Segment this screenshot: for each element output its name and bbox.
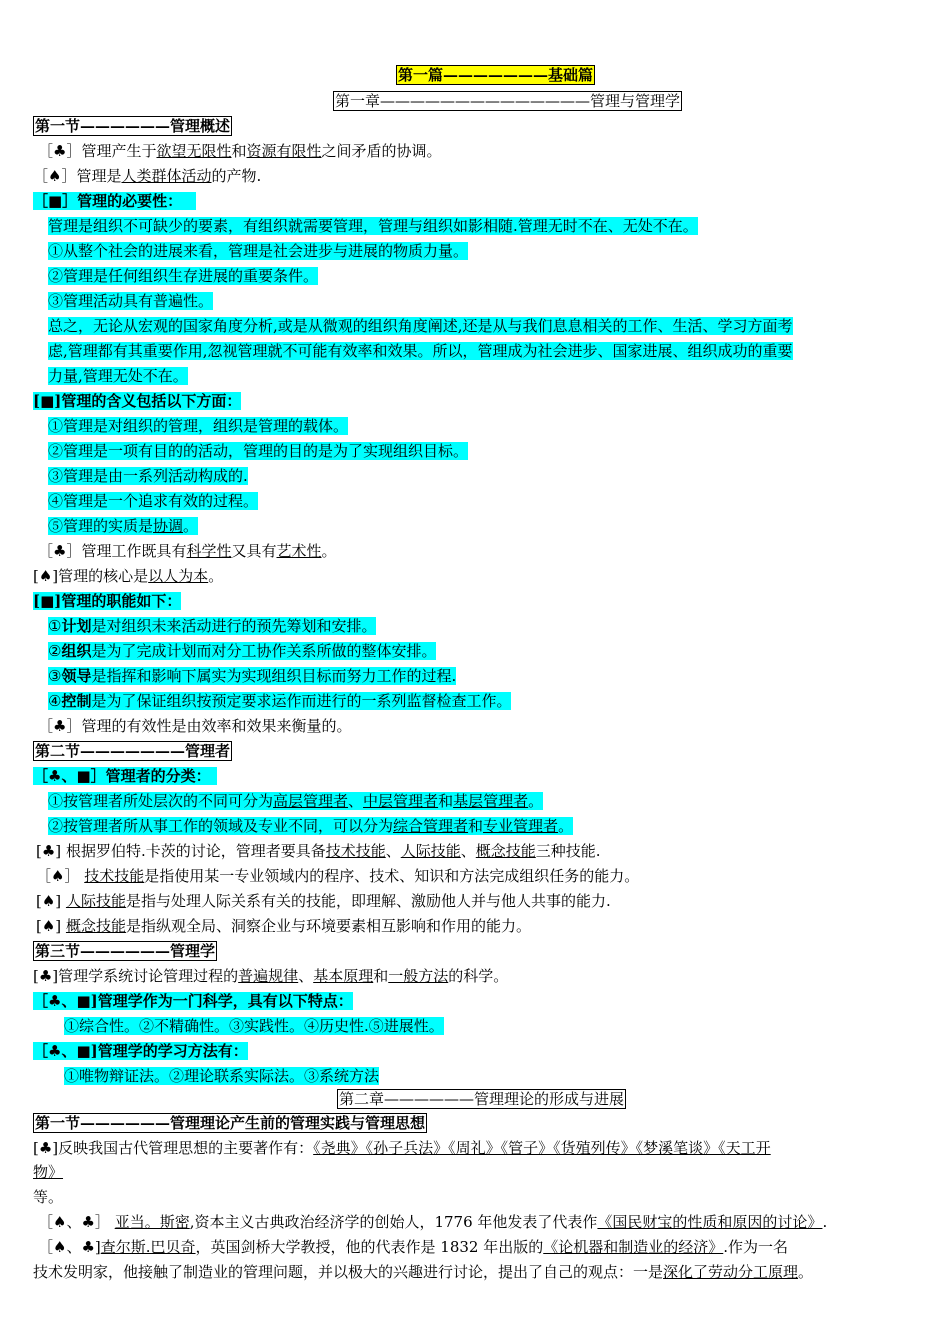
spade-club-tag: ［♠、♣］ bbox=[38, 1213, 110, 1231]
text: 是为了完成计划而对分工协作关系所做的整体安排。 bbox=[91, 642, 437, 660]
underlined-term: 《论机器和制造业的经济》 bbox=[543, 1238, 724, 1256]
text: ①按管理者所处层次的不同可分为 bbox=[48, 792, 274, 810]
key-term: 领导 bbox=[61, 667, 92, 685]
text: 等。 bbox=[33, 1188, 64, 1206]
text-line bbox=[33, 1138, 771, 1158]
text-line bbox=[36, 841, 601, 861]
underlined-term: 概念技能 bbox=[65, 917, 126, 935]
text: 是指使用某一专业领域内的程序、技术、知识和方法完成组织任务的能力。 bbox=[144, 867, 640, 885]
highlight-line bbox=[48, 241, 468, 261]
key-term: 组织 bbox=[61, 642, 92, 660]
text: 管理学系统讨论管理过程的 bbox=[58, 967, 239, 985]
text-line bbox=[33, 1187, 63, 1207]
heading-features bbox=[33, 991, 353, 1011]
heading-text: [■]管理的含义包括以下方面： bbox=[33, 392, 242, 410]
text-line bbox=[36, 916, 531, 936]
number: ④ bbox=[48, 692, 62, 710]
section-title bbox=[33, 941, 217, 961]
part-title bbox=[396, 65, 595, 85]
text: . bbox=[822, 1213, 828, 1231]
heading-text: ［♣、■］管理者的分类： bbox=[33, 767, 217, 785]
text-line bbox=[33, 166, 261, 186]
underlined-term: 亚当。斯密 bbox=[114, 1213, 190, 1231]
highlight-line bbox=[48, 641, 436, 661]
text: 。 bbox=[528, 792, 544, 810]
underlined-term: 欲望无限性 bbox=[156, 142, 232, 160]
text: 和 bbox=[231, 142, 247, 160]
text: ③管理活动具有普遍性。 bbox=[48, 292, 214, 310]
underlined-term: 资源有限性 bbox=[246, 142, 322, 160]
highlight-line bbox=[48, 516, 198, 536]
highlight-line bbox=[48, 491, 258, 511]
highlight-line bbox=[48, 416, 348, 436]
highlight-line bbox=[48, 466, 248, 486]
text: ②按管理者所从事工作的领域及专业不同，可以分为 bbox=[48, 817, 394, 835]
text: 的科学。 bbox=[448, 967, 509, 985]
spade-tag: [♠] bbox=[33, 567, 59, 585]
spade-tag: [♠] bbox=[36, 917, 62, 935]
number: ① bbox=[48, 617, 62, 635]
highlight-line bbox=[48, 616, 376, 636]
club-tag: ［♣］ bbox=[38, 142, 82, 160]
text: 。 bbox=[798, 1263, 814, 1281]
underlined-term: 中层管理者 bbox=[363, 792, 439, 810]
section-title bbox=[33, 741, 232, 761]
highlight-line bbox=[48, 791, 543, 811]
text: 、 bbox=[460, 842, 476, 860]
heading-text: ［♣、■]管理学的学习方法有： bbox=[33, 1042, 248, 1060]
text: ［♣］管理的有效性是由效率和效果来衡量的。 bbox=[38, 717, 352, 735]
text-line bbox=[38, 716, 351, 736]
text-line bbox=[38, 141, 442, 161]
text: 是为了保证组织按预定要求运作而进行的一系列监督检查工作。 bbox=[91, 692, 512, 710]
text: 三种技能. bbox=[535, 842, 601, 860]
text: 虑,管理都有其重要作用,忽视管理就不可能有效率和效果。所以，管理成为社会进步、国家进展、组织成功的重要 bbox=[48, 342, 793, 360]
text: 、 bbox=[298, 967, 314, 985]
text: 根据罗伯特.卡茨的讨论，管理者要具备 bbox=[65, 842, 326, 860]
number: ② bbox=[48, 642, 62, 660]
chapter-title-text: 第二章——————管理理论的形成与进展 bbox=[339, 1090, 625, 1108]
highlight-line bbox=[48, 691, 511, 711]
number: ③ bbox=[48, 667, 62, 685]
underlined-term: 基层管理者 bbox=[453, 792, 529, 810]
heading-meaning bbox=[33, 391, 241, 411]
section-title bbox=[33, 116, 232, 136]
highlight-line bbox=[48, 666, 456, 686]
underlined-term: 《国民财宝的性质和原因的讨论》 bbox=[597, 1213, 823, 1231]
text: ①从整个社会的进展来看，管理是社会进步与进展的物质力量。 bbox=[48, 242, 469, 260]
underlined-term: 人际技能 bbox=[400, 842, 461, 860]
highlight-line bbox=[48, 266, 318, 286]
underlined-term: 协调 bbox=[153, 517, 184, 535]
underlined-term: 人类群体活动 bbox=[121, 167, 212, 185]
text: 和 bbox=[468, 817, 484, 835]
text: ⑤管理的实质是 bbox=[48, 517, 154, 535]
text: 管理是 bbox=[76, 167, 122, 185]
text-line bbox=[33, 1162, 63, 1182]
text: ①综合性。②不精确性。③实践性。④历史性.⑤进展性。 bbox=[64, 1017, 444, 1035]
text: 力量,管理无处不在。 bbox=[48, 367, 188, 385]
highlight-line bbox=[48, 341, 793, 361]
section-title-text: 第一节——————管理理论产生前的管理实践与管理思想 bbox=[35, 1114, 426, 1132]
highlight-line bbox=[48, 316, 793, 336]
chapter-title bbox=[333, 91, 682, 111]
underlined-term: 艺术性 bbox=[276, 542, 322, 560]
text-line bbox=[38, 1212, 827, 1232]
heading-text: ［♣、■]管理学作为一门科学，具有以下特点： bbox=[33, 992, 353, 1010]
text: 。 bbox=[558, 817, 574, 835]
section-title-text: 第三节——————管理学 bbox=[35, 942, 216, 960]
text-line bbox=[36, 866, 639, 886]
text: 之间矛盾的协调。 bbox=[321, 142, 442, 160]
text: 管理工作既具有 bbox=[81, 542, 187, 560]
underlined-term: 查尔斯.巴贝奇 bbox=[100, 1238, 196, 1256]
underlined-term: 综合管理者 bbox=[393, 817, 469, 835]
text: 。 bbox=[321, 542, 337, 560]
heading-methods bbox=[33, 1041, 248, 1061]
text: ④管理是一个追求有效的过程。 bbox=[48, 492, 259, 510]
text: 、 bbox=[348, 792, 364, 810]
club-tag: [♣] bbox=[36, 842, 62, 860]
text: 总之，无论从宏观的国家角度分析,或是从微观的组织角度阐述,还是从与我们息息相关的工作、生活、学习方面考 bbox=[48, 317, 793, 335]
text-line bbox=[38, 1237, 788, 1257]
section-title-text: 第二节———————管理者 bbox=[35, 742, 231, 760]
text: 是对组织未来活动进行的预先筹划和安排。 bbox=[91, 617, 377, 635]
chapter-title-text: 第一章——————————————管理与管理学 bbox=[335, 92, 681, 110]
text-line bbox=[33, 966, 508, 986]
club-tag: ［♣］ bbox=[38, 542, 82, 560]
underlined-term: 技术技能 bbox=[325, 842, 386, 860]
text: 又具有 bbox=[231, 542, 277, 560]
underlined-term: 普遍规律 bbox=[238, 967, 299, 985]
text: ②管理是任何组织生存进展的重要条件。 bbox=[48, 267, 319, 285]
heading-necessity bbox=[33, 191, 196, 211]
underlined-term: 人际技能 bbox=[65, 892, 126, 910]
underlined-term: 技术技能 bbox=[84, 867, 145, 885]
text: 管理是组织不可缺少的要素，有组织就需要管理，管理与组织如影相随.管理无时不在、无处不在。 bbox=[48, 217, 698, 235]
text: 是指挥和影响下属实为实现组织目标而努力工作的过程. bbox=[91, 667, 457, 685]
text: 管理的核心是 bbox=[58, 567, 149, 585]
text: ②管理是一项有目的的活动，管理的目的是为了实现组织目标。 bbox=[48, 442, 469, 460]
book-titles: 《尧典》《孙子兵法》《周礼》《管子》《货殖列传》《梦溪笔谈》《天工开 bbox=[313, 1139, 771, 1157]
underlined-term: 基本原理 bbox=[313, 967, 374, 985]
text: .作为一名 bbox=[723, 1238, 789, 1256]
underlined-term: 概念技能 bbox=[475, 842, 536, 860]
underlined-term: 深化了劳动分工原理 bbox=[663, 1263, 799, 1281]
text: 。 bbox=[208, 567, 224, 585]
section-title bbox=[33, 1113, 427, 1133]
highlight-line bbox=[48, 216, 698, 236]
text: 、 bbox=[385, 842, 401, 860]
text: 和 bbox=[373, 967, 389, 985]
text: 是指纵观全局、洞察企业与环境要素相互影响和作用的能力。 bbox=[125, 917, 531, 935]
text: ①唯物辩证法。②理论联系实际法。③系统方法 bbox=[64, 1067, 380, 1085]
spade-tag: ［♠］ bbox=[33, 167, 77, 185]
underlined-term: 高层管理者 bbox=[273, 792, 349, 810]
heading-manager-types bbox=[33, 766, 217, 786]
text: ，英国剑桥大学教授，他的代表作是 1832 年出版的 bbox=[195, 1238, 544, 1256]
key-term: 控制 bbox=[61, 692, 92, 710]
book-titles: 物》 bbox=[33, 1163, 64, 1181]
key-term: 计划 bbox=[61, 617, 92, 635]
text: ,资本主义古典政治经济学的创始人，1776 年他发表了代表作 bbox=[189, 1213, 598, 1231]
spade-tag: ［♠］ bbox=[36, 867, 80, 885]
text-line bbox=[38, 541, 337, 561]
text: 的产物. bbox=[211, 167, 262, 185]
highlight-line bbox=[48, 441, 468, 461]
spade-tag: [♠] bbox=[36, 892, 62, 910]
text: 是指与处理人际关系有关的技能，即理解、激励他人并与他人共事的能力. bbox=[125, 892, 611, 910]
text-line bbox=[36, 891, 611, 911]
underlined-term: 一般方法 bbox=[388, 967, 449, 985]
section-title-text: 第一节——————管理概述 bbox=[35, 117, 231, 135]
heading-functions bbox=[33, 591, 181, 611]
underlined-term: 科学性 bbox=[186, 542, 232, 560]
text: 和 bbox=[438, 792, 454, 810]
text: 管理产生于 bbox=[81, 142, 157, 160]
part-title-text: 第一篇———————基础篇 bbox=[398, 66, 594, 84]
text: 反映我国古代管理思想的主要著作有： bbox=[58, 1139, 314, 1157]
heading-text: ［■］管理的必要性： bbox=[33, 192, 196, 210]
underlined-term: 以人为本 bbox=[148, 567, 209, 585]
highlight-line bbox=[48, 366, 188, 386]
underlined-term: 专业管理者 bbox=[483, 817, 559, 835]
highlight-line bbox=[48, 816, 573, 836]
text-line bbox=[33, 1262, 813, 1282]
text: ③管理是由一系列活动构成的. bbox=[48, 467, 248, 485]
text: 技术发明家，他接触了制造业的管理问题，并以极大的兴趣进行讨论，提出了自己的观点：一是 bbox=[33, 1263, 664, 1281]
highlight-line bbox=[64, 1016, 444, 1036]
highlight-line bbox=[48, 291, 213, 311]
highlight-line bbox=[64, 1066, 379, 1086]
chapter-title bbox=[337, 1089, 626, 1109]
text-line bbox=[33, 566, 223, 586]
club-tag: [♣] bbox=[33, 1139, 59, 1157]
heading-text: [■]管理的职能如下： bbox=[33, 592, 182, 610]
text: 。 bbox=[183, 517, 199, 535]
text: ①管理是对组织的管理，组织是管理的载体。 bbox=[48, 417, 349, 435]
spade-club-tag: ［♠、♣] bbox=[38, 1238, 101, 1256]
club-tag: [♣] bbox=[33, 967, 59, 985]
